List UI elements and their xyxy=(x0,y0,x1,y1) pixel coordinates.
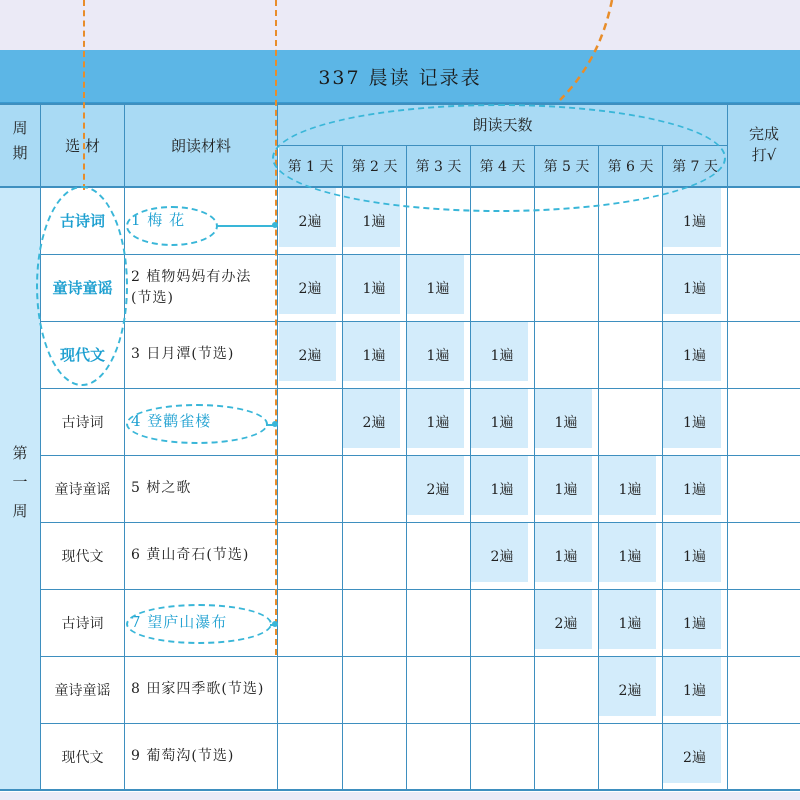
row-3-day-1-count[interactable]: 2遍 xyxy=(298,347,322,364)
row-4-complete-checkbox[interactable] xyxy=(728,388,800,455)
row-8-day-6-count[interactable]: 2遍 xyxy=(618,682,642,699)
header-material-type: 选 材 xyxy=(41,104,124,186)
row-9-day-2-count[interactable] xyxy=(342,723,406,790)
grid-v-day-2 xyxy=(406,146,407,790)
row-3-type: 现代文 xyxy=(59,346,105,364)
grid-h-row-8 xyxy=(40,723,800,724)
week-label: 第一周 xyxy=(10,445,29,532)
row-5-day-1-count[interactable] xyxy=(278,455,342,522)
row-5-type: 童诗童谣 xyxy=(54,481,111,498)
row-5-material: 5 树之歌 xyxy=(131,480,192,497)
row-3-day-3-count[interactable]: 1遍 xyxy=(426,347,450,364)
row-6-day-4-count[interactable]: 2遍 xyxy=(490,548,514,565)
grid-h-header-top xyxy=(0,103,800,105)
row-1-day-2-count[interactable]: 1遍 xyxy=(362,213,386,230)
annotation-types-oval xyxy=(36,186,128,386)
row-6-day-2-count[interactable] xyxy=(342,522,406,589)
row-4-material: 4 登鹳雀楼 xyxy=(131,411,212,430)
grid-v-day-5 xyxy=(598,146,599,790)
grid-v-day-4 xyxy=(534,146,535,790)
row-2-day-3-count[interactable]: 1遍 xyxy=(426,280,450,297)
row-9-day-5-count[interactable] xyxy=(534,723,598,790)
row-6-material: 6 黄山奇石(节选) xyxy=(131,547,250,564)
day-header-2: 第 2 天 xyxy=(343,146,406,186)
row-7-day-5-count[interactable]: 2遍 xyxy=(554,615,578,632)
row-7-type: 古诗词 xyxy=(61,615,104,632)
annotation-connector-1 xyxy=(216,225,276,227)
row-7-day-7-count[interactable]: 1遍 xyxy=(683,615,706,632)
grid-h-row-2 xyxy=(40,321,800,322)
row-9-material: 9 葡萄沟(节选) xyxy=(131,748,235,765)
row-9-day-4-count[interactable] xyxy=(470,723,534,790)
row-8-material: 8 田家四季歌(节选) xyxy=(131,681,265,698)
row-4-type: 古诗词 xyxy=(61,414,104,431)
row-3-day-2-count[interactable]: 1遍 xyxy=(362,347,386,364)
row-6-type: 现代文 xyxy=(61,548,104,565)
day-header-7: 第 7 天 xyxy=(663,146,727,186)
row-5-day-3-count[interactable]: 2遍 xyxy=(426,481,450,498)
row-4-day-7-count[interactable]: 1遍 xyxy=(683,414,706,431)
row-7-day-1-count[interactable] xyxy=(278,589,342,656)
row-4-day-3-count[interactable]: 1遍 xyxy=(426,414,450,431)
annotation-orange-line-2 xyxy=(275,0,277,655)
row-3-day-5-count[interactable] xyxy=(534,321,598,388)
day-header-6: 第 6 天 xyxy=(599,146,662,186)
annotation-material-oval-1 xyxy=(126,206,218,246)
row-8-day-2-count[interactable] xyxy=(342,656,406,723)
row-8-day-7-count[interactable]: 1遍 xyxy=(683,682,706,699)
row-2-day-1-count[interactable]: 2遍 xyxy=(298,280,322,297)
grid-h-row-3 xyxy=(40,388,800,389)
row-3-day-6-count[interactable] xyxy=(598,321,662,388)
grid-v-material xyxy=(277,104,278,790)
row-1-day-1-count[interactable]: 2遍 xyxy=(298,213,322,230)
row-7-day-3-count[interactable] xyxy=(406,589,470,656)
header-period xyxy=(0,104,40,186)
row-7-day-6-count[interactable]: 1遍 xyxy=(618,615,642,632)
row-6-day-5-count[interactable]: 1遍 xyxy=(554,548,578,565)
grid-h-row-6 xyxy=(40,589,800,590)
grid-v-period xyxy=(40,104,41,790)
grid-v-day-3 xyxy=(470,146,471,790)
header-period-label: 周期 xyxy=(10,120,29,170)
row-8-day-1-count[interactable] xyxy=(278,656,342,723)
grid-v-day-1 xyxy=(342,146,343,790)
row-5-day-2-count[interactable] xyxy=(342,455,406,522)
row-2-day-6-count[interactable] xyxy=(598,254,662,321)
grid-h-row-4 xyxy=(40,455,800,456)
row-7-material: 7 望庐山瀑布 xyxy=(131,612,228,631)
week-cell xyxy=(0,187,40,790)
row-2-day-7-count[interactable]: 1遍 xyxy=(683,280,706,297)
table-title: 337 晨读 记录表 xyxy=(0,50,800,104)
grid-v-type xyxy=(124,104,125,790)
grid-h-row-7 xyxy=(40,656,800,657)
annotation-material-oval-2 xyxy=(126,404,268,444)
grid-v-complete xyxy=(727,104,728,790)
row-9-day-3-count[interactable] xyxy=(406,723,470,790)
row-4-day-6-count[interactable] xyxy=(598,388,662,455)
annotation-dot-3 xyxy=(272,621,278,627)
row-4-day-1-count[interactable] xyxy=(278,388,342,455)
grid-h-row-5 xyxy=(40,522,800,523)
day-header-1: 第 1 天 xyxy=(279,146,342,186)
row-2-material: 2 植物妈妈有办法(节选) xyxy=(131,269,252,306)
row-3-material: 3 日月潭(节选) xyxy=(131,346,235,363)
row-6-day-6-count[interactable]: 1遍 xyxy=(618,548,642,565)
row-6-day-1-count[interactable] xyxy=(278,522,342,589)
row-9-day-7-count[interactable]: 2遍 xyxy=(683,749,706,766)
row-1-type: 古诗词 xyxy=(59,212,105,230)
row-5-complete-checkbox[interactable] xyxy=(728,455,800,522)
row-6-day-7-count[interactable]: 1遍 xyxy=(683,548,706,565)
annotation-orange-curve xyxy=(540,0,620,112)
row-2-day-2-count[interactable]: 1遍 xyxy=(362,280,386,297)
day-header-3: 第 3 天 xyxy=(407,146,470,186)
row-7-day-2-count[interactable] xyxy=(342,589,406,656)
row-9-type: 现代文 xyxy=(61,749,104,766)
row-5-day-5-count[interactable]: 1遍 xyxy=(554,481,578,498)
row-8-day-4-count[interactable] xyxy=(470,656,534,723)
row-6-day-3-count[interactable] xyxy=(406,522,470,589)
row-4-day-5-count[interactable]: 1遍 xyxy=(554,414,578,431)
row-2-day-4-count[interactable] xyxy=(470,254,534,321)
row-3-day-7-count[interactable]: 1遍 xyxy=(683,347,706,364)
day-header-4: 第 4 天 xyxy=(471,146,534,186)
annotation-material-oval-3 xyxy=(126,604,272,644)
grid-h-row-1 xyxy=(40,254,800,255)
row-8-complete-checkbox[interactable] xyxy=(728,656,800,723)
row-9-day-1-count[interactable] xyxy=(278,723,342,790)
row-8-day-5-count[interactable] xyxy=(534,656,598,723)
row-9-complete-checkbox[interactable] xyxy=(728,723,800,790)
header-material: 朗读材料 xyxy=(125,104,277,186)
annotation-orange-line-1 xyxy=(83,0,85,190)
row-7-complete-checkbox[interactable] xyxy=(728,589,800,656)
annotation-days-oval xyxy=(272,104,726,212)
row-1-day-7-count[interactable]: 1遍 xyxy=(683,213,706,230)
annotation-dot-1 xyxy=(272,222,278,228)
row-7-day-4-count[interactable] xyxy=(470,589,534,656)
row-5-day-7-count[interactable]: 1遍 xyxy=(683,481,706,498)
row-5-day-6-count[interactable]: 1遍 xyxy=(618,481,642,498)
row-2-type: 童诗童谣 xyxy=(52,279,113,297)
row-5-day-4-count[interactable]: 1遍 xyxy=(490,481,514,498)
row-9-day-6-count[interactable] xyxy=(598,723,662,790)
grid-v-day-6 xyxy=(662,146,663,790)
row-1-complete-checkbox[interactable] xyxy=(728,187,800,254)
row-2-complete-checkbox[interactable] xyxy=(728,254,800,321)
annotation-dot-2 xyxy=(272,421,278,427)
row-3-complete-checkbox[interactable] xyxy=(728,321,800,388)
row-2-day-5-count[interactable] xyxy=(534,254,598,321)
row-4-day-4-count[interactable]: 1遍 xyxy=(490,414,514,431)
row-6-complete-checkbox[interactable] xyxy=(728,522,800,589)
header-complete: 完成打√ xyxy=(728,104,800,186)
row-3-day-4-count[interactable]: 1遍 xyxy=(490,347,514,364)
day-header-5: 第 5 天 xyxy=(535,146,598,186)
row-4-day-2-count[interactable]: 2遍 xyxy=(362,414,386,431)
row-1-material: 1 梅 花 xyxy=(131,210,186,229)
header-days-group: 朗读天数 xyxy=(278,104,727,145)
grid-h-bottom xyxy=(0,789,800,791)
row-8-type: 童诗童谣 xyxy=(54,682,111,699)
row-8-day-3-count[interactable] xyxy=(406,656,470,723)
